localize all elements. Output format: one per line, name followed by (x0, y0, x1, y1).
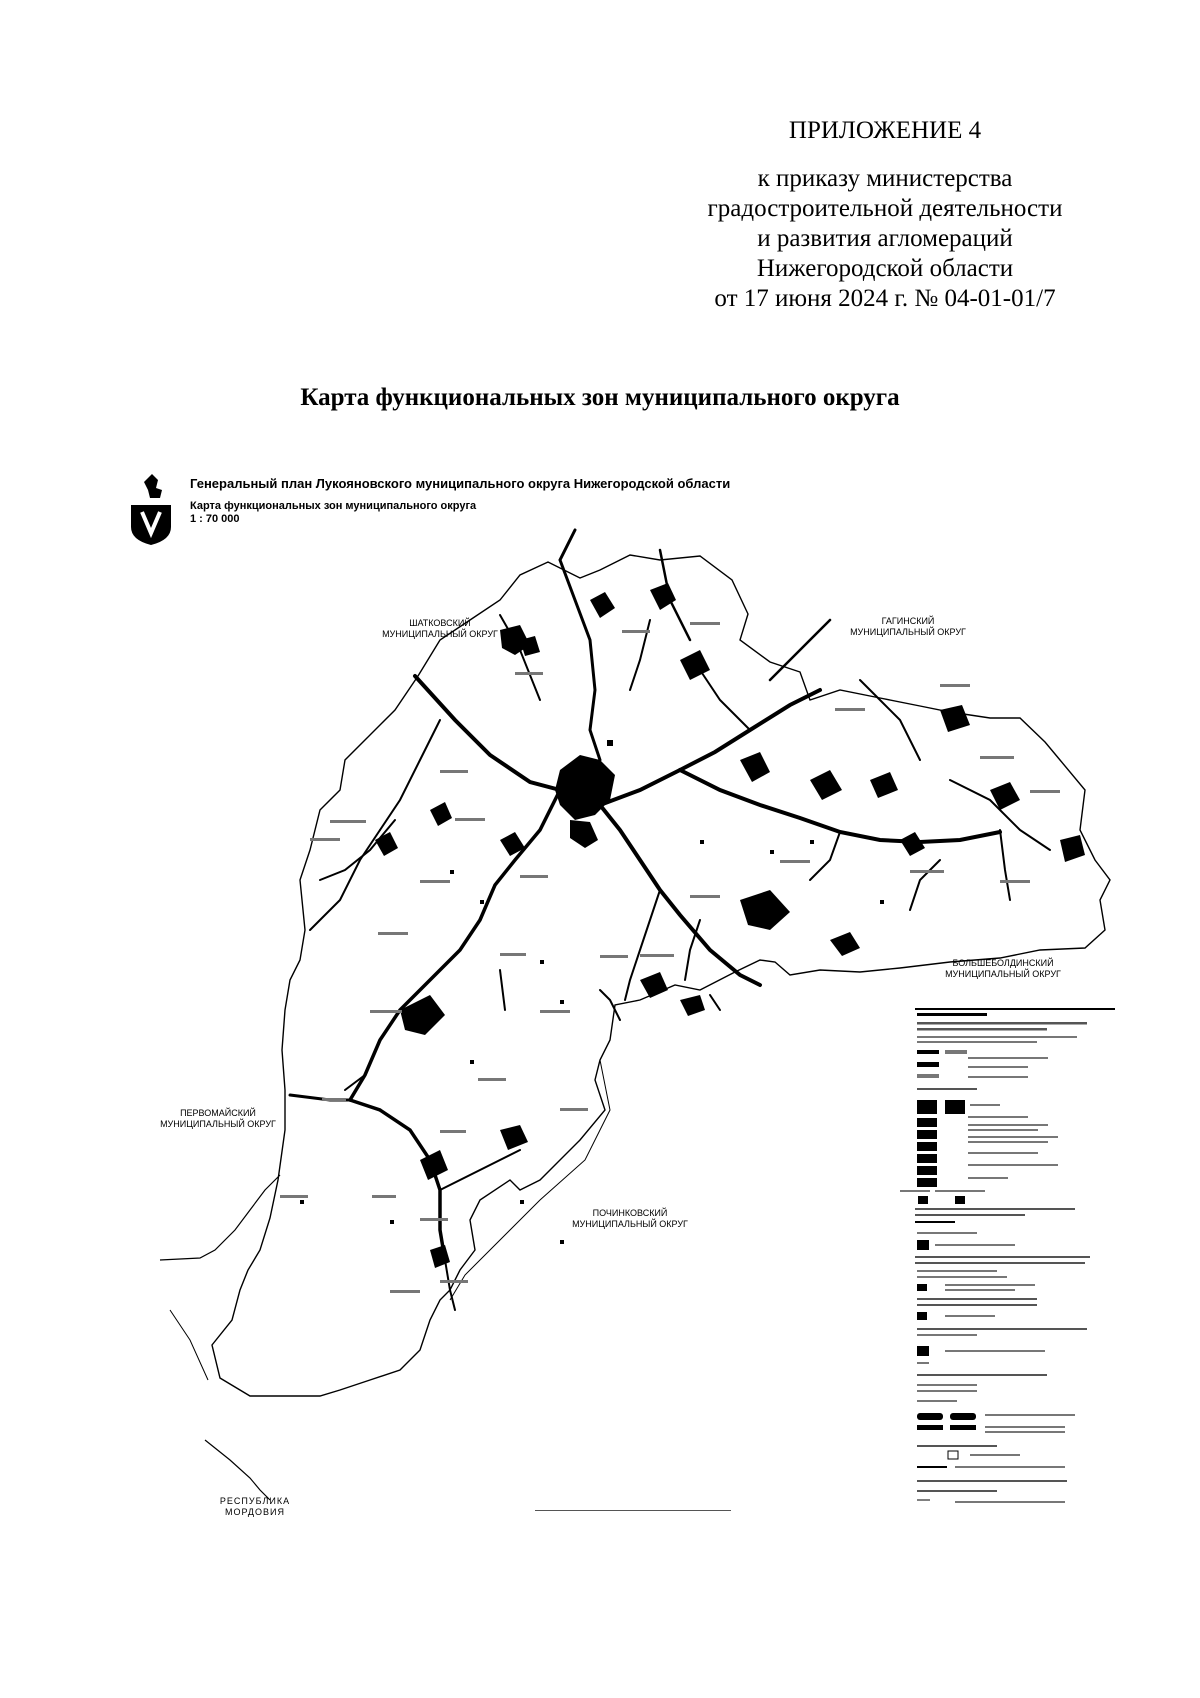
boundary-fragment (170, 1310, 208, 1380)
neighbor-type: МУНИЦИПАЛЬНЫЙ ОКРУГ (945, 969, 1061, 979)
neighbor-name: БОЛЬШЕБОЛДИНСКИЙ (952, 958, 1054, 968)
neighbor-label-gaginsky (848, 616, 968, 638)
neighbor-label-mordovia (210, 1496, 300, 1518)
coat-of-arms-icon (131, 474, 171, 545)
map-legend (900, 1008, 1115, 1503)
neighbor-label-pervomaysky (158, 1108, 278, 1130)
neighbor-type: МОРДОВИЯ (225, 1507, 285, 1517)
neighbor-type: МУНИЦИПАЛЬНЫЙ ОКРУГ (850, 627, 966, 637)
map-header-title: Генеральный план Лукояновского муниципального округа Нижегородской области (190, 476, 731, 491)
footer-rule (535, 1510, 731, 1511)
neighbor-label-shatkovsky (380, 618, 500, 640)
neighbor-name: ШАТКОВСКИЙ (409, 618, 471, 628)
map-scale: 1 : 70 000 (190, 513, 240, 525)
appendix-line: и развития агломераций (757, 225, 1013, 252)
neighbor-name: ПЕРВОМАЙСКИЙ (180, 1108, 256, 1118)
neighbor-type: МУНИЦИПАЛЬНЫЙ ОКРУГ (382, 629, 498, 639)
document-title: Карта функциональных зон муниципального округа (300, 384, 900, 411)
neighbor-name: ПОЧИНКОВСКИЙ (592, 1208, 668, 1218)
neighbor-type: МУНИЦИПАЛЬНЫЙ ОКРУГ (572, 1219, 688, 1229)
neighbor-type: МУНИЦИПАЛЬНЫЙ ОКРУГ (160, 1119, 276, 1129)
neighbor-name: ГАГИНСКИЙ (881, 616, 935, 626)
map-header-subtitle: Карта функциональных зон муниципального округа (190, 500, 477, 512)
legend-title-rule (915, 1008, 1115, 1010)
neighbor-label-pochinkovsky (570, 1208, 690, 1230)
appendix-line: к приказу министерства (757, 165, 1013, 192)
neighbor-label-bolsheboldinsky (938, 958, 1068, 980)
appendix-line: от 17 июня 2024 г. № 04-01-01/7 (714, 285, 1056, 312)
appendix-title: ПРИЛОЖЕНИЕ 4 (788, 117, 982, 144)
appendix-line: градостроительной деятельности (707, 195, 1063, 222)
neighbor-name: РЕСПУБЛИКА (219, 1496, 291, 1506)
appendix-line: Нижегородской области (756, 255, 1014, 282)
